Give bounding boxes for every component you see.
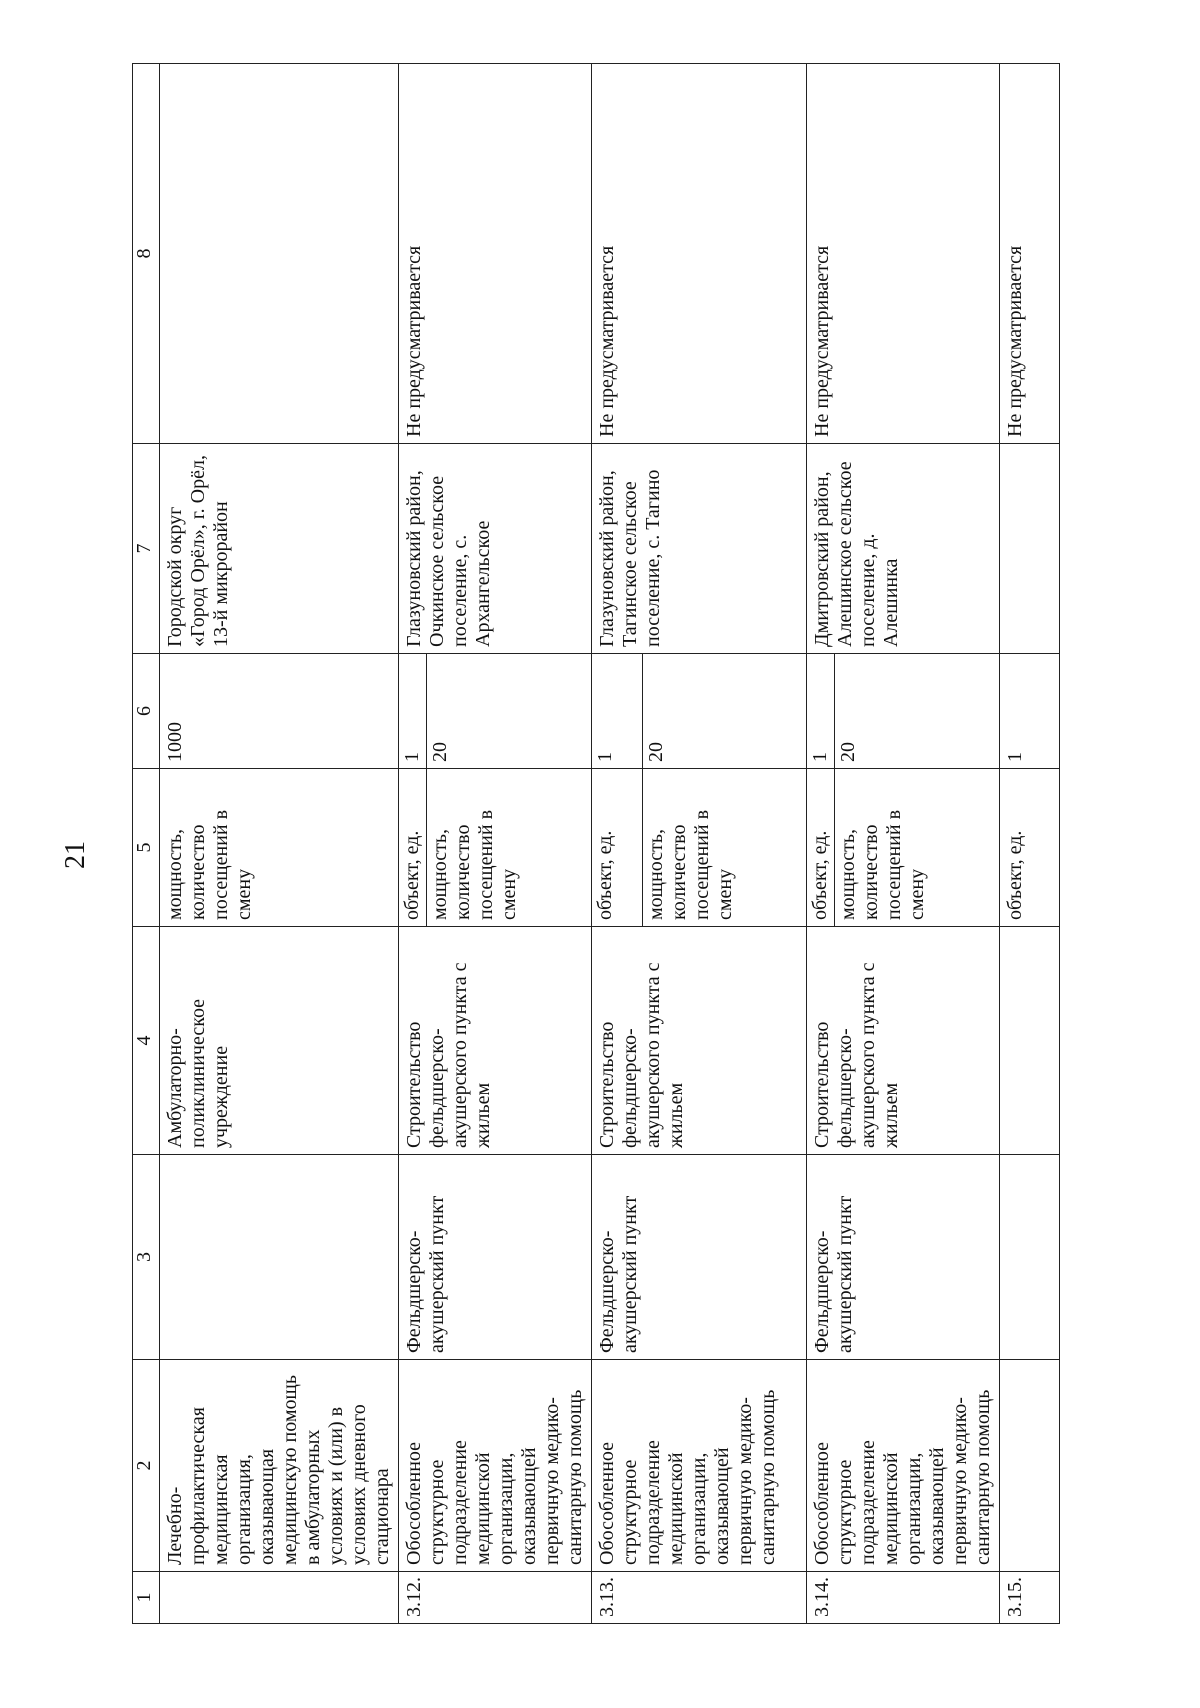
header-row [133, 64, 160, 1624]
value-cell [592, 654, 807, 769]
value: 1 [807, 654, 835, 768]
facility-kind [160, 1155, 399, 1360]
facility-description: Строительство фельдшерско-акушерского пункта с жильем [807, 927, 1000, 1155]
unit-cell [807, 769, 1000, 927]
header-cell: 5 [133, 769, 160, 927]
header-cell: 4 [133, 927, 160, 1155]
unit: мощность, количество посещений в смену [160, 769, 399, 927]
header-cell: 8 [133, 64, 160, 444]
facility-kind: Фельдшерско-акушерский пункт [592, 1155, 807, 1360]
note: Не предусматривается [399, 64, 592, 444]
facility-type: Лечебно-профилактическая медицинская организация, оказывающая медицинскую помощь в амбулаторных условиях и (или) в условиях дневного стационара [160, 1360, 399, 1572]
header-cell: 7 [133, 444, 160, 654]
value: 1000 [160, 654, 399, 769]
value: 1 [399, 654, 427, 768]
facility-kind: Фельдшерско-акушерский пункт [807, 1155, 1000, 1360]
row-number: 3.13. [592, 1572, 807, 1624]
unit: объект, ед. [807, 769, 835, 926]
unit: мощность, количество посещений в смену [429, 809, 520, 920]
note: Не предусматривается [592, 64, 807, 444]
value-cell [807, 654, 1000, 769]
header-cell: 2 [133, 1360, 160, 1572]
row-number: 3.12. [399, 1572, 592, 1624]
unit-cell [399, 769, 592, 927]
table-row [399, 64, 592, 1624]
facility-type [1000, 1360, 1060, 1572]
table-row [160, 64, 399, 1624]
header-cell: 6 [133, 654, 160, 769]
header-cell: 1 [133, 1572, 160, 1624]
location: Дмитровский район, Алешинское сельское поселение, д. Алешинка [807, 444, 1000, 654]
facility-description: Строительство фельдшерско-акушерского пункта с жильем [399, 927, 592, 1155]
note [160, 64, 399, 444]
row-number: 3.14. [807, 1572, 1000, 1624]
facility-description: Амбулаторно-поликлиническое учреждение [160, 927, 399, 1155]
value: 20 [644, 742, 667, 762]
table-row [807, 64, 1000, 1624]
facilities-table [132, 63, 1060, 1624]
table-row [1000, 64, 1060, 1624]
facility-description: Строительство фельдшерско-акушерского пункта с жильем [592, 927, 807, 1155]
page-number: 21 [60, 841, 91, 869]
value: 1 [592, 654, 642, 768]
unit-cell [592, 769, 807, 927]
location: Городской округ «Город Орёл», г. Орёл, 13-й микрорайон [160, 444, 399, 654]
location [1000, 444, 1060, 654]
rotated-table-container [132, 64, 1060, 1624]
row-number [160, 1572, 399, 1624]
unit: мощность, количество посещений в смену [837, 809, 928, 920]
unit: объект, ед. [399, 769, 427, 926]
value-cell [399, 654, 592, 769]
unit: объект, ед. [592, 769, 642, 926]
value: 1 [1000, 654, 1060, 769]
facility-kind: Фельдшерско-акушерский пункт [399, 1155, 592, 1360]
table-row [592, 64, 807, 1624]
row-number: 3.15. [1000, 1572, 1060, 1624]
unit: объект, ед. [1000, 769, 1060, 927]
location: Глазуновский район, Очкинское сельское поселение, с. Архангельское [399, 444, 592, 654]
value: 20 [429, 742, 451, 762]
facility-description [1000, 927, 1060, 1155]
note: Не предусматривается [807, 64, 1000, 444]
facility-type: Обособленное структурное подразделение медицинской организации, оказывающей первичную медико-санитарную помощь [807, 1360, 1000, 1572]
facility-kind [1000, 1155, 1060, 1360]
facility-type: Обособленное структурное подразделение медицинской организации, оказывающей первичную медико-санитарную помощь [399, 1360, 592, 1572]
facility-type: Обособленное структурное подразделение медицинской организации, оказывающей первичную медико-санитарную помощь [592, 1360, 807, 1572]
unit: мощность, количество посещений в смену [644, 809, 736, 920]
location: Глазуновский район, Тагинское сельское поселение, с. Тагино [592, 444, 807, 654]
value: 20 [837, 742, 859, 762]
header-cell: 3 [133, 1155, 160, 1360]
note: Не предусматривается [1000, 64, 1060, 444]
